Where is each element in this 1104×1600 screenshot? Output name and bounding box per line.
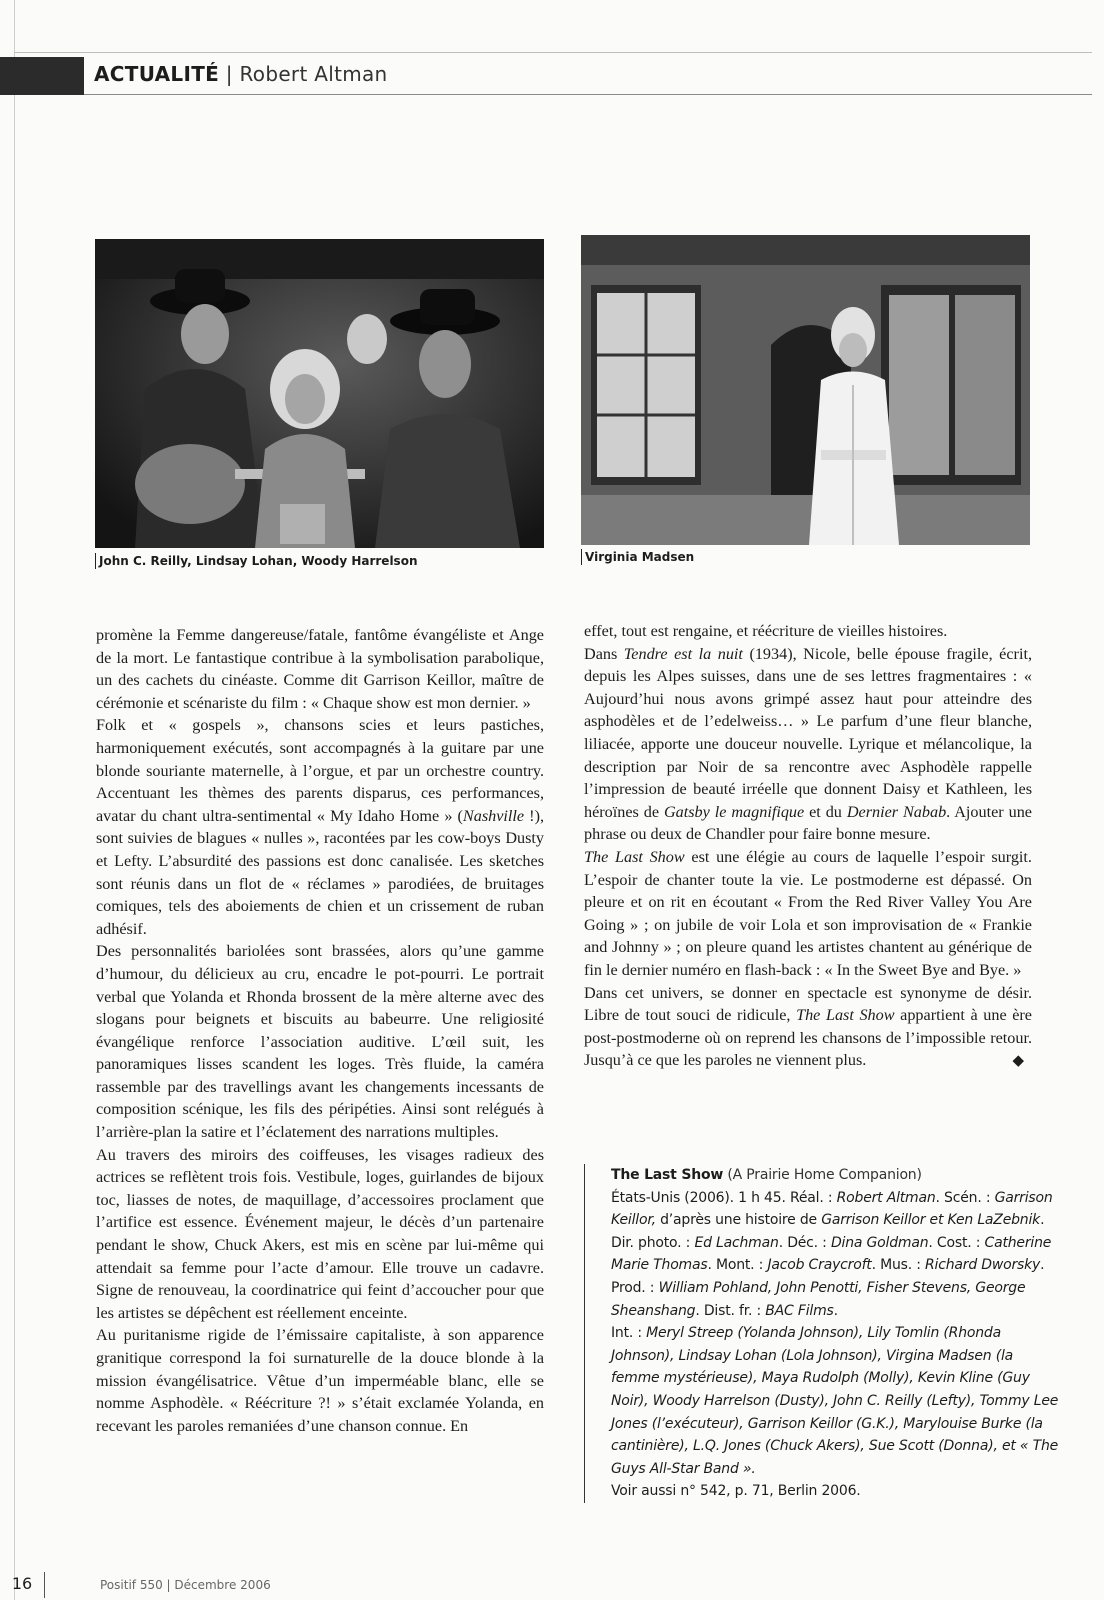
credit-name: Jacob Craycroft bbox=[767, 1257, 872, 1274]
text-span: . Cost. : bbox=[928, 1234, 985, 1251]
film-credits bbox=[584, 1164, 1059, 1503]
credit-name: Richard Dworsky bbox=[925, 1257, 1041, 1274]
credit-name: Garrison Keillor et Ken LaZebnik bbox=[821, 1212, 1041, 1229]
footer-magazine-issue: Positif 550 | Décembre 2006 bbox=[100, 1578, 271, 1592]
header-title bbox=[94, 62, 388, 86]
top-rule bbox=[14, 52, 1092, 53]
credit-name: Garrison Keillor, bbox=[611, 1189, 1053, 1229]
credits-film-title: The Last Show bbox=[611, 1167, 724, 1183]
paragraph bbox=[96, 714, 544, 940]
page-margin-line bbox=[14, 0, 15, 1600]
article-column-right bbox=[584, 620, 1032, 1073]
credits-heading bbox=[611, 1164, 1059, 1187]
photo-musicians-image bbox=[95, 239, 544, 548]
article-column-left bbox=[96, 624, 544, 1437]
text-span: . Dist. fr. : bbox=[695, 1302, 766, 1319]
text-span: Int. : bbox=[611, 1325, 647, 1342]
header-separator: | bbox=[225, 62, 233, 86]
paragraph: effet, tout est rengaine, et réécriture de vieilles histoires. bbox=[584, 622, 948, 640]
header-block bbox=[0, 57, 84, 95]
paragraph: Au puritanisme rigide de l’émissaire capitaliste, à son apparence granitique correspond la foi surnaturelle de la douce blonde à la mission évangélisatrice. Vêtue d’un imperméable blanc, elle se nomme Asphodèle. « Réécriture ?! » s’était exclamée Yolanda, en recevant les paroles remaniées d’une chanson connue. En bbox=[96, 1326, 544, 1435]
paragraph: promène la Femme dangereuse/fatale, fantôme évangéliste et Ange de la mort. Le fantastique contribue à la symbolisation parabolique, un des cachets du cinéaste. Comme dit Garrison Keillor, maître de cérémonie et scénariste du film : « Chaque show est mon dernier. » bbox=[96, 626, 544, 712]
text-span: (1934), Nicole, belle épouse fragile, écrit, depuis les Alpes suisses, dans une de ses lettres fragmentaires : « Aujourd’hui nous avons grimpé assez haut pour atteindre des asphodèles et de l’edelweiss… » Le parfum d’une fleur blanche, liliacée, apporte une douceur nouvelle. Lyrique et mélancolique, la description par Noir de sa rencontre avec Asphodèle rappelle l’impression de beauté irréelle que donnent Daisy et Kathleen, les héroïnes de bbox=[584, 644, 1032, 821]
text-span: . Déc. : bbox=[778, 1234, 831, 1251]
text-span: . Scén. : bbox=[935, 1189, 995, 1206]
book-title: Dernier Nabab bbox=[846, 802, 947, 821]
text-span: et du bbox=[804, 802, 847, 821]
paragraph: Au travers des miroirs des coiffeuses, les visages radieux des actrices se reflètent trois fois. Vestibule, loges, guirlandes de bijoux toc, liasses de notes, de maquillage, d’accessoires proclament que l’artifice est essence. Événement majeur, le décès d’un partenaire pendant le show, Chuck Akers, est mis en scène par lui-même qui attendait sa femme pour l’acte d’amour. Elle trouve un cadavre. Signe de renouveau, la coordinatrice qui feint d’accoucher pour que les artistes se dépêchent est réellement enceinte. bbox=[96, 1145, 544, 1322]
footer-divider bbox=[44, 1572, 45, 1598]
photo-virginia-madsen bbox=[581, 235, 1030, 545]
paragraph bbox=[584, 846, 1032, 982]
credit-name: Ed Lachman bbox=[694, 1234, 779, 1251]
photo-virginia-madsen-caption: Virginia Madsen bbox=[581, 549, 694, 565]
photo-musicians-caption: John C. Reilly, Lindsay Lohan, Woody Harrelson bbox=[95, 553, 417, 569]
credits-crew bbox=[611, 1187, 1059, 1323]
film-title: The Last Show bbox=[796, 1006, 895, 1025]
photo-virginia-madsen-image bbox=[581, 235, 1030, 545]
text-span: est une élégie au cours de laquelle l’espoir surgit. L’espoir de chanter toute la vie. Le postmoderne est dépassé. On pleure et on rit en écoutant « From the Red River Valley You Are Going » ; on jubile de voir Lola et son improvisation de « Frankie and Johnny » ; on pleure quand les artistes chantent au générique de fin le dernier numéro en flash-back : « In the Sweet Bye and Bye. » bbox=[584, 847, 1032, 979]
text-span: . Mus. : bbox=[871, 1257, 926, 1274]
credit-name: BAC Films bbox=[765, 1302, 834, 1319]
text-span: . Ajouter une phrase ou deux de Chandler pour faire bonne mesure. bbox=[584, 802, 1032, 844]
page-header bbox=[0, 57, 1104, 95]
text-span: appartient à une ère post-postmoderne où on reprend les chansons de l’impossible retour. Jusqu’à ce que les paroles ne viennent plus. bbox=[584, 1006, 1032, 1070]
paragraph bbox=[584, 982, 1032, 1072]
film-title: Nashville bbox=[462, 806, 525, 825]
credit-name: Catherine Marie Thomas bbox=[611, 1234, 1052, 1274]
credit-name: William Pohland, John Penotti, Fisher Stevens, George Sheanshang bbox=[611, 1279, 1026, 1319]
text-span: . Prod. : bbox=[611, 1257, 1045, 1296]
credit-name: Dina Goldman bbox=[830, 1234, 929, 1251]
text-span: . bbox=[833, 1302, 838, 1319]
book-title: Tendre est la nuit bbox=[623, 644, 743, 663]
photo-musicians bbox=[95, 239, 544, 548]
page-number: 16 bbox=[11, 1574, 33, 1593]
text-span: !), sont suivies de blagues « nulles », racontées par les cow-boys Dusty et Lefty. L’absurdité des passions est donc canalisée. Les sketches sont réunis dans un flot de « réclames » parodiées, de bruitages comiques, tels des aboiements de chien et un crissement de ruban adhésif. bbox=[96, 806, 545, 938]
header-subject: Robert Altman bbox=[239, 62, 388, 86]
text-span: États-Unis (2006). 1 h 45. Réal. : bbox=[611, 1189, 837, 1206]
credits-original-title: (A Prairie Home Companion) bbox=[727, 1167, 922, 1183]
credits-cast bbox=[611, 1322, 1059, 1480]
cast-list: Meryl Streep (Yolanda Johnson), Lily Tomlin (Rhonda Johnson), Lindsay Lohan (Lola Johnson), Virgina Madsen (la femme mystérieuse), Maya Rudolph (Molly), Kevin Kline (Guy Noir), Woody Harrelson (Dusty), John C. Reilly (Lefty), Tommy Lee Jones (l’exécuteur), Garrison Keillor (G.K.), Marylouise Burke (la cantinière), L.Q. Jones (Chuck Akers), Sue Scott (Donna), et « The Guys All-Star Band ». bbox=[611, 1325, 1059, 1477]
text-span: Dans bbox=[584, 644, 624, 663]
text-span: d’après une histoire de bbox=[655, 1212, 822, 1229]
paragraph bbox=[584, 643, 1032, 846]
header-rule bbox=[84, 94, 1092, 95]
end-of-article-mark: ◆ bbox=[1012, 1053, 1024, 1070]
text-span: Folk et « gospels », chansons scies et leurs pastiches, harmoniquement exécutés, sont accompagnés à la guitare par une blonde souriante maternelle, à l’orgue, et par un orchestre country. Accentuant les thèmes des parents disparus, ces performances, avatar du chant ultra-sentimental « My Idaho Home » ( bbox=[96, 716, 544, 825]
credits-see-also: Voir aussi n° 542, p. 71, Berlin 2006. bbox=[611, 1483, 861, 1500]
credit-name: Robert Altman bbox=[836, 1189, 936, 1206]
text-span: . Dir. photo. : bbox=[611, 1212, 1045, 1251]
film-title: The Last Show bbox=[584, 847, 685, 866]
text-span: Dans cet univers, se donner en spectacle est synonyme de désir. Libre de tout souci de ridicule, bbox=[584, 983, 1032, 1025]
header-section: ACTUALITÉ bbox=[94, 62, 220, 86]
text-span: . Mont. : bbox=[707, 1257, 768, 1274]
paragraph: Des personnalités bariolées sont brassées, alors qu’une gamme d’humour, du délicieux au cru, encadre le pot-pourri. Le portrait verbal que Yolanda et Rhonda brossent de la mère alterne avec des slogans pour beignets et biscuits au babeurre. Une religiosité évangélique renforce l’association auditive. L’œil suit, les panoramiques lisses scandent les loges. Très fluide, la caméra rassemble par des travellings avant les changements incessants de composition scénique, les fils des péripéties. Ainsi sont relégués à l’arrière-plan la satire et l’éclatement des narrations multiples. bbox=[96, 942, 544, 1142]
book-title: Gatsby le magnifique bbox=[663, 802, 805, 821]
